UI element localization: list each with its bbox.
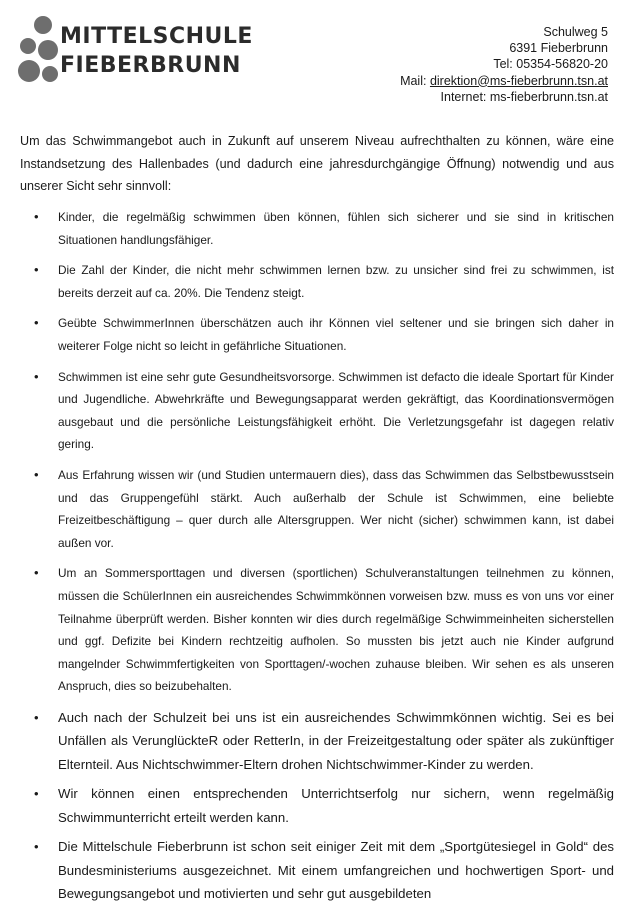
address-phone	[400, 56, 608, 72]
list-item: • Die Zahl der Kinder, die nicht mehr schwimmen lernen bzw. zu unsicher sind frei zu schwimmen, ist bereits derzeit auf ca. 20%. Die Tendenz steigt.	[30, 259, 614, 304]
intro-paragraph: Um das Schwimmangebot auch in Zukunft auf unserem Niveau aufrechthalten zu können, wäre eine Instandsetzung des Hallenbades (und dadurch eine jahresdurchgängige Öffnung) notwendig und aus unserer Sicht sehr sinnvoll:	[20, 134, 614, 193]
list-item: • Aus Erfahrung wissen wir (und Studien untermauern dies), dass das Schwimmen das Selbstbewusstsein und das Gruppengefühl stärkt. Auch außerhalb der Schule ist Schwimmen, eine beliebte Freizeitbeschäftigung – quer durch alle Altersgruppen. Wer nicht (sicher) schwimmen kann, ist dabei außen vor.	[30, 464, 614, 554]
internet-label: Internet:	[440, 89, 487, 104]
logo-dots-icon	[16, 14, 60, 92]
school-logo	[16, 14, 256, 94]
reasons-list	[30, 206, 614, 912]
list-item: • Um an Sommersporttagen und diversen (sportlichen) Schulveranstaltungen teilnehmen zu können, müssen die SchülerInnen ein ausreichendes Schwimmkönnen vorweisen bzw. muss es von uns vor einer Teilnahme überprüft werden. Bisher konnten wir dies durch regelmäßige Schwimmeinheiten sicherstellen und ggf. Defizite bei Kindern rechtzeitig aufholen. So mussten bis jetzt auch nie Kinder aufgrund mangelnder Schwimmfertigkeiten von Sporttagen/-wochen zuhause bleiben. Wir sehen es als unseren Anspruch, dies so beizubehalten.	[30, 562, 614, 698]
list-item: • Geübte SchwimmerInnen überschätzen auch ihr Können viel seltener und sie bringen sich daher in weiterer Folge nicht so leicht in gefährliche Situationen.	[30, 312, 614, 357]
school-name-line1: MITTELSCHULE	[60, 24, 253, 49]
phone-number: 05354-56820-20	[516, 57, 608, 72]
logo-dot	[34, 16, 52, 34]
list-item: • Wir können einen entsprechenden Unterrichtserfolg nur sichern, wenn regelmäßig Schwimmunterricht erteilt werden kann.	[30, 782, 614, 829]
mail-link[interactable]: direktion@ms-fieberbrunn.tsn.at	[429, 73, 608, 88]
contact-block	[400, 24, 608, 105]
phone-label: Tel:	[493, 57, 513, 72]
logo-dot	[18, 60, 40, 82]
list-item: • Die Mittelschule Fieberbrunn ist schon seit einiger Zeit mit dem „Sportgütesiegel in Gold“ des Bundesministeriums ausgezeichnet. Mit einem umfangreichen und hochwertigen Sport- und Bewegungsangebot und motivierten und sehr gut ausgebildeten	[30, 835, 614, 906]
school-name	[60, 22, 253, 80]
list-item: • Kinder, die regelmäßig schwimmen üben können, fühlen sich sicherer und sie sind in kritischen Situationen handlungsfähiger.	[30, 206, 614, 251]
list-item: • Schwimmen ist eine sehr gute Gesundheitsvorsorge. Schwimmen ist defacto die ideale Sportart für Kinder und Jugendliche. Abwehrkräfte und Bewegungsapparat werden gekräftigt, das Koordinationsvermögen ausgebaut und die persönliche Leistungsfähigkeit erhöht. Die Verletzungsgefahr ist dagegen relativ gering.	[30, 366, 614, 456]
address-city: 6391 Fieberbrunn	[509, 41, 608, 56]
logo-dot	[20, 38, 36, 54]
address-mail	[400, 73, 608, 89]
address-internet	[400, 89, 608, 105]
logo-dot	[38, 40, 58, 60]
address-street: Schulweg 5	[543, 25, 608, 39]
logo-dot	[42, 66, 58, 82]
school-name-line2: FIEBERBRUNN	[60, 53, 241, 78]
mail-label: Mail:	[400, 73, 427, 88]
list-item: • Auch nach der Schulzeit bei uns ist ein ausreichendes Schwimmkönnen wichtig. Sei es bei Unfällen als VerunglückteR oder RetterIn, in der Freizeitgestaltung oder später als zukünftiger Elternteil. Aus Nichtschwimmer-Eltern drohen Nichtschwimmer-Kinder zu werden.	[30, 706, 614, 777]
internet-link[interactable]: ms-fieberbrunn.tsn.at	[489, 89, 608, 104]
